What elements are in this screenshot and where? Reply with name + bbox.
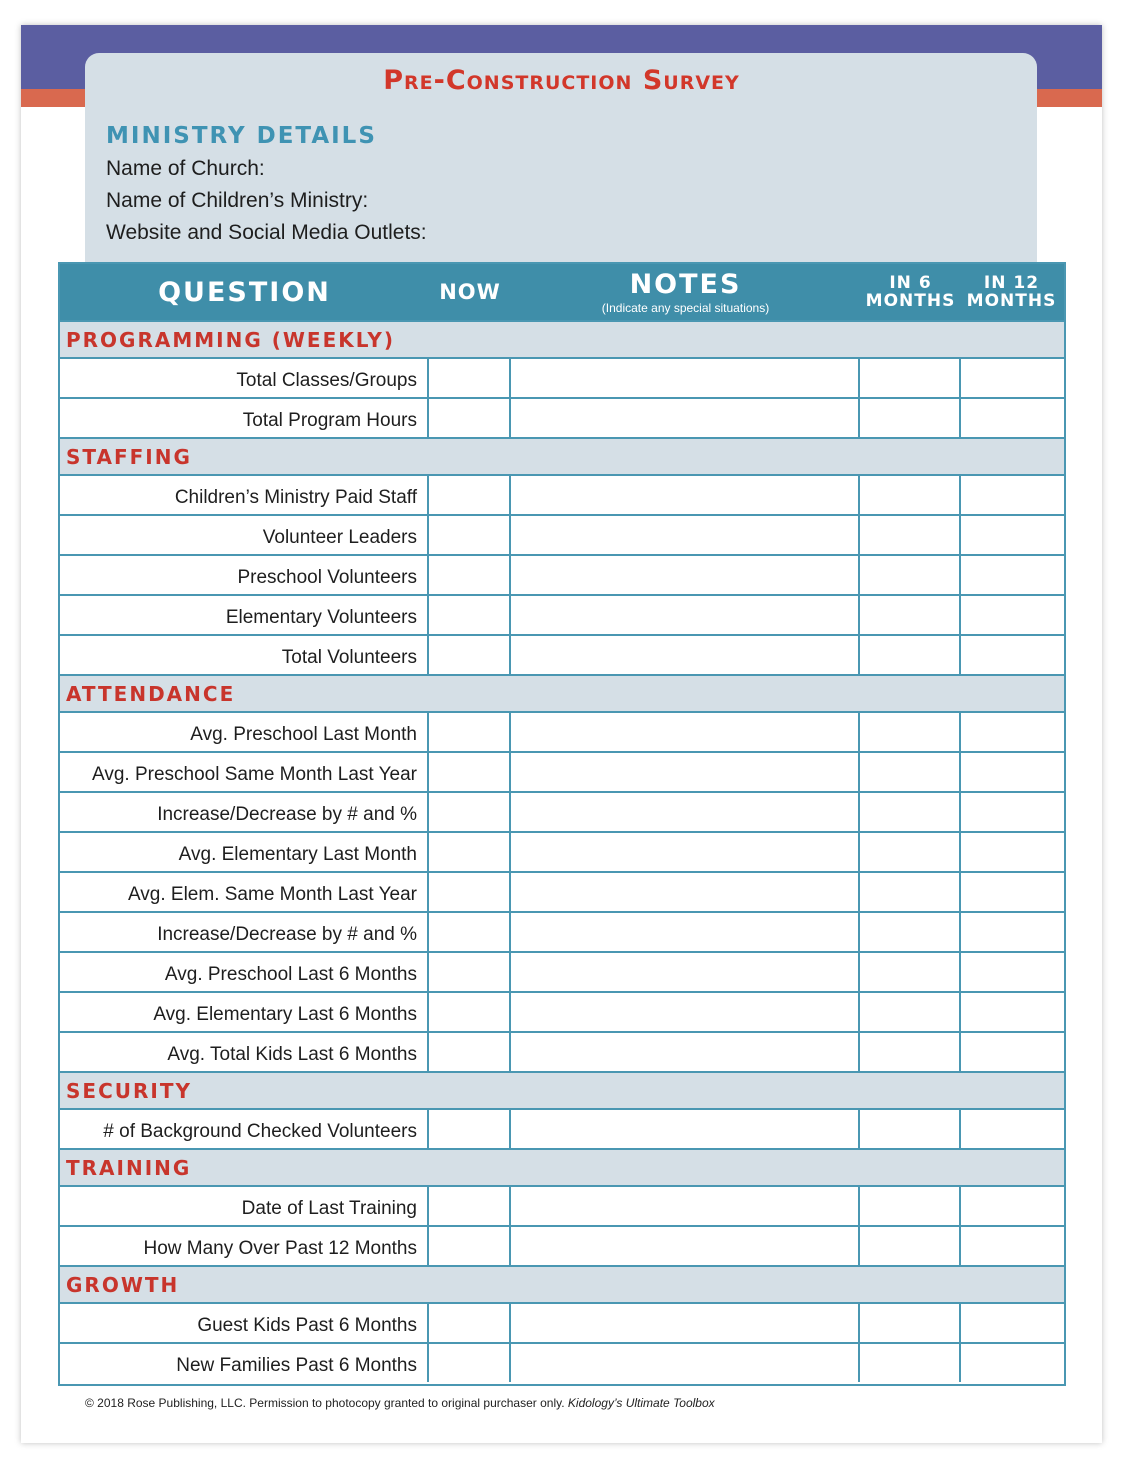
notes-cell[interactable]	[509, 753, 860, 791]
notes-cell[interactable]	[509, 873, 860, 911]
question-label: Guest Kids Past 6 Months	[197, 1315, 417, 1336]
notes-cell[interactable]	[509, 953, 860, 991]
question-label: Increase/Decrease by # and %	[157, 924, 417, 945]
now-header: NOW	[439, 280, 501, 304]
notes-cell[interactable]	[509, 359, 860, 397]
table-row	[60, 1108, 1064, 1148]
in-12-months-cell[interactable]	[959, 1304, 1064, 1342]
in-12-months-cell[interactable]	[959, 793, 1064, 831]
in-6-months-cell[interactable]	[858, 1304, 961, 1342]
in-6-months-cell[interactable]	[858, 359, 961, 397]
question-label: Preschool Volunteers	[237, 567, 417, 588]
table-row	[60, 514, 1064, 554]
question-label: Total Classes/Groups	[236, 370, 417, 391]
in-12-months-cell[interactable]	[959, 359, 1064, 397]
notes-cell[interactable]	[509, 556, 860, 594]
question-label: Avg. Elementary Last 6 Months	[153, 1004, 417, 1025]
question-label: Avg. Preschool Same Month Last Year	[92, 764, 417, 785]
table-row	[60, 474, 1064, 514]
now-cell[interactable]	[427, 1033, 511, 1071]
question-label: New Families Past 6 Months	[176, 1355, 417, 1376]
question-label: Avg. Elem. Same Month Last Year	[127, 884, 417, 905]
table-row	[60, 831, 1064, 871]
in-6-months-cell[interactable]	[858, 913, 961, 951]
in-6-months-cell[interactable]	[858, 1227, 961, 1265]
notes-cell[interactable]	[509, 1304, 860, 1342]
question-label: Avg. Total Kids Last 6 Months	[167, 1044, 417, 1065]
table-row	[60, 951, 1064, 991]
in-6-months-cell[interactable]	[858, 1187, 961, 1225]
table-row	[60, 991, 1064, 1031]
in-6-months-header: IN 6 MONTHS	[865, 273, 956, 311]
in-12-months-cell[interactable]	[959, 753, 1064, 791]
in-12-months-cell[interactable]	[959, 636, 1064, 674]
in-12-months-cell[interactable]	[959, 833, 1064, 871]
section-title: GROWTH	[66, 1273, 180, 1297]
now-cell[interactable]	[427, 1344, 511, 1382]
table-row	[60, 751, 1064, 791]
in-12-months-cell[interactable]	[959, 913, 1064, 951]
in-12-months-cell[interactable]	[959, 873, 1064, 911]
now-cell[interactable]	[427, 1227, 511, 1265]
in-6-months-cell[interactable]	[858, 1344, 961, 1382]
survey-page	[21, 25, 1102, 1443]
now-cell[interactable]	[427, 1110, 511, 1148]
in-6-months-cell[interactable]	[858, 753, 961, 791]
now-cell[interactable]	[427, 913, 511, 951]
ministry-details-heading: MINISTRY DETAILS	[106, 123, 377, 149]
in-12-months-cell[interactable]	[959, 1227, 1064, 1265]
in-6-months-cell[interactable]	[858, 516, 961, 554]
table-row	[60, 1342, 1064, 1382]
in-6-months-cell[interactable]	[858, 476, 961, 514]
childrens-ministry-name-field[interactable]: Name of Children’s Ministry:	[106, 189, 369, 212]
now-cell[interactable]	[427, 636, 511, 674]
notes-cell[interactable]	[509, 1227, 860, 1265]
notes-cell[interactable]	[509, 1033, 860, 1071]
notes-cell[interactable]	[509, 1344, 860, 1382]
in-6-months-cell[interactable]	[858, 793, 961, 831]
in-12-months-header: IN 12 MONTHS	[966, 273, 1057, 311]
section-title: TRAINING	[66, 1156, 192, 1180]
question-label: # of Background Checked Volunteers	[103, 1121, 417, 1142]
notes-cell[interactable]	[509, 833, 860, 871]
in-6-months-cell[interactable]	[858, 1033, 961, 1071]
notes-cell[interactable]	[509, 1187, 860, 1225]
notes-cell[interactable]	[509, 399, 860, 437]
notes-header: NOTES (Indicate any special situations)	[601, 269, 770, 315]
now-cell[interactable]	[427, 873, 511, 911]
in-12-months-cell[interactable]	[959, 953, 1064, 991]
notes-cell[interactable]	[509, 993, 860, 1031]
in-12-months-cell[interactable]	[959, 516, 1064, 554]
in-6-months-cell[interactable]	[858, 636, 961, 674]
notes-cell[interactable]	[509, 1110, 860, 1148]
copyright-footer: © 2018 Rose Publishing, LLC. Permission to photocopy granted to original purchaser only. Kidology’s Ultimate Toolbox	[85, 1396, 715, 1410]
table-row	[60, 1185, 1064, 1225]
table-row	[60, 911, 1064, 951]
now-cell[interactable]	[427, 1187, 511, 1225]
notes-cell[interactable]	[509, 596, 860, 634]
question-label: Date of Last Training	[241, 1198, 417, 1219]
question-header: QUESTION	[158, 276, 331, 308]
now-cell[interactable]	[427, 793, 511, 831]
table-row	[60, 397, 1064, 437]
table-row	[60, 871, 1064, 911]
section-header	[60, 437, 1064, 474]
in-12-months-cell[interactable]	[959, 713, 1064, 751]
in-6-months-cell[interactable]	[858, 1110, 961, 1148]
in-6-months-cell[interactable]	[858, 873, 961, 911]
question-label: How Many Over Past 12 Months	[143, 1238, 417, 1259]
question-label: Avg. Elementary Last Month	[178, 844, 417, 865]
notes-cell[interactable]	[509, 636, 860, 674]
table-row	[60, 357, 1064, 397]
now-cell[interactable]	[427, 1304, 511, 1342]
notes-subheader: (Indicate any special situations)	[601, 301, 770, 315]
question-label: Avg. Preschool Last 6 Months	[164, 964, 417, 985]
now-cell[interactable]	[427, 713, 511, 751]
table-row	[60, 554, 1064, 594]
church-name-field[interactable]: Name of Church:	[106, 157, 265, 180]
in-12-months-cell[interactable]	[959, 476, 1064, 514]
in-12-months-cell[interactable]	[959, 1110, 1064, 1148]
notes-cell[interactable]	[509, 516, 860, 554]
in-6-months-cell[interactable]	[858, 596, 961, 634]
now-cell[interactable]	[427, 596, 511, 634]
in-12-months-cell[interactable]	[959, 1033, 1064, 1071]
question-label: Volunteer Leaders	[262, 527, 417, 548]
in-6-months-cell[interactable]	[858, 713, 961, 751]
table-row	[60, 711, 1064, 751]
now-cell[interactable]	[427, 359, 511, 397]
notes-cell[interactable]	[509, 713, 860, 751]
now-cell[interactable]	[427, 753, 511, 791]
section-title: SECURITY	[66, 1079, 192, 1103]
in-12-months-cell[interactable]	[959, 556, 1064, 594]
section-header	[60, 674, 1064, 711]
table-row	[60, 594, 1064, 634]
in-12-months-cell[interactable]	[959, 399, 1064, 437]
notes-cell[interactable]	[509, 476, 860, 514]
table-row	[60, 1302, 1064, 1342]
question-label: Children’s Ministry Paid Staff	[174, 487, 417, 508]
page-title: Pre-Construction Survey	[383, 65, 740, 96]
in-6-months-cell[interactable]	[858, 953, 961, 991]
website-social-field[interactable]: Website and Social Media Outlets:	[106, 221, 427, 244]
section-title: ATTENDANCE	[66, 682, 236, 706]
section-title: STAFFING	[66, 445, 192, 469]
table-row	[60, 634, 1064, 674]
in-12-months-cell[interactable]	[959, 993, 1064, 1031]
table-header	[60, 264, 1064, 320]
table-row	[60, 1031, 1064, 1071]
in-6-months-cell[interactable]	[858, 556, 961, 594]
question-label: Total Volunteers	[281, 647, 417, 668]
in-6-months-cell[interactable]	[858, 993, 961, 1031]
in-12-months-cell[interactable]	[959, 1344, 1064, 1382]
question-label: Elementary Volunteers	[225, 607, 417, 628]
in-12-months-cell[interactable]	[959, 1187, 1064, 1225]
section-title: PROGRAMMING (WEEKLY)	[66, 328, 395, 352]
now-cell[interactable]	[427, 556, 511, 594]
section-header	[60, 1265, 1064, 1302]
now-cell[interactable]	[427, 953, 511, 991]
in-6-months-cell[interactable]	[858, 833, 961, 871]
notes-cell[interactable]	[509, 913, 860, 951]
now-cell[interactable]	[427, 476, 511, 514]
in-12-months-cell[interactable]	[959, 596, 1064, 634]
in-6-months-cell[interactable]	[858, 399, 961, 437]
section-header	[60, 1071, 1064, 1108]
notes-cell[interactable]	[509, 793, 860, 831]
question-label: Avg. Preschool Last Month	[190, 724, 417, 745]
table-row	[60, 1225, 1064, 1265]
now-cell[interactable]	[427, 993, 511, 1031]
now-cell[interactable]	[427, 399, 511, 437]
now-cell[interactable]	[427, 516, 511, 554]
survey-table	[58, 262, 1066, 1386]
section-header	[60, 1148, 1064, 1185]
now-cell[interactable]	[427, 833, 511, 871]
question-label: Increase/Decrease by # and %	[157, 804, 417, 825]
question-label: Total Program Hours	[242, 410, 417, 431]
section-header	[60, 320, 1064, 357]
table-row	[60, 791, 1064, 831]
